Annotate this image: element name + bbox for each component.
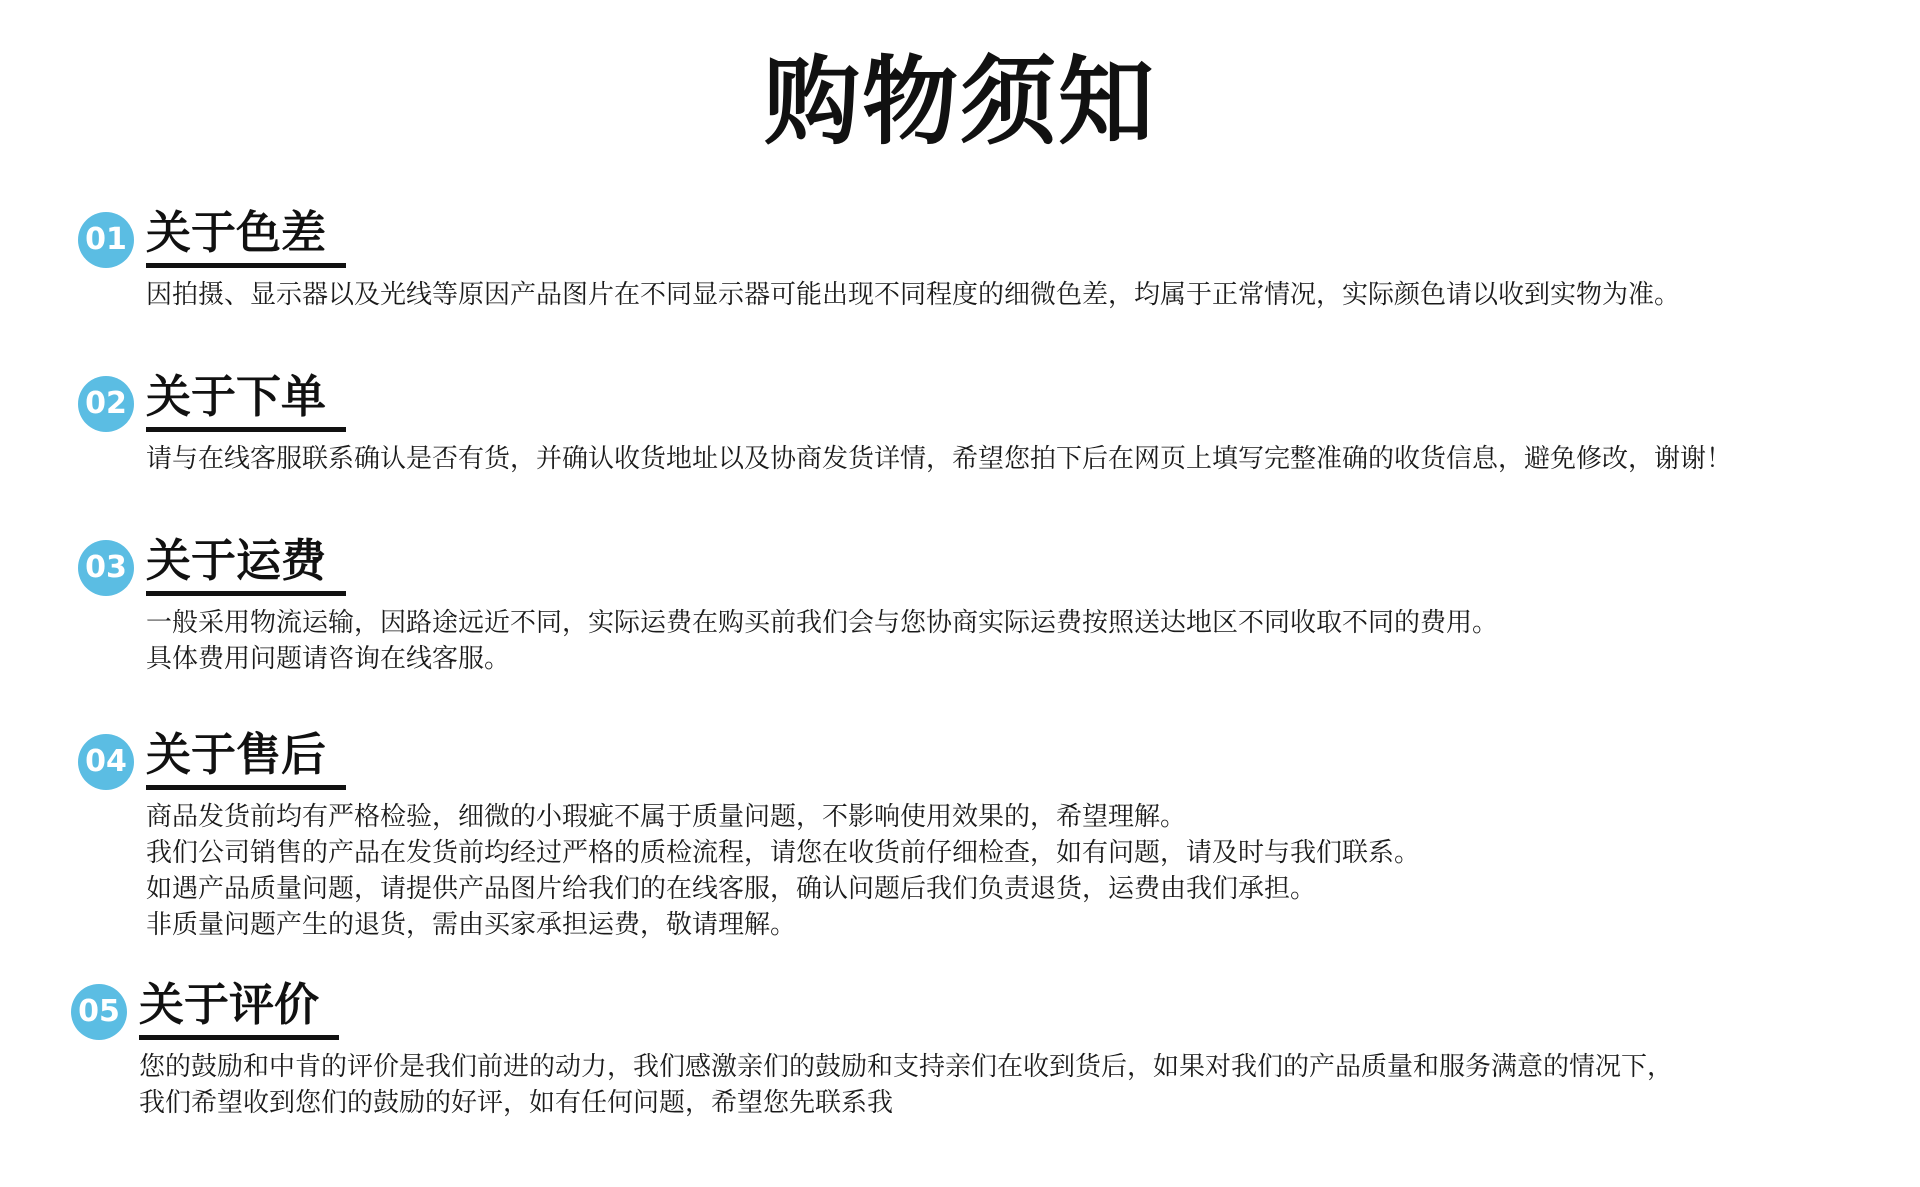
section-heading: 关于运费 xyxy=(146,534,327,587)
section-heading: 关于色差 xyxy=(146,206,327,259)
section-body xyxy=(146,277,1680,313)
body-line: 商品发货前均有严格检验，细微的小瑕疵不属于质量问题，不影响使用效果的，希望理解。 xyxy=(146,802,1187,832)
section-heading: 关于下单 xyxy=(146,370,327,423)
section-body xyxy=(146,799,1420,943)
body-line: 具体费用问题请咨询在线客服。 xyxy=(146,644,511,674)
body-line: 如遇产品质量问题，请提供产品图片给我们的在线客服，确认问题后我们负责退货，运费由我们承担。 xyxy=(146,874,1317,904)
section-number-badge: 03 xyxy=(78,540,134,596)
heading-underline xyxy=(146,785,346,790)
section-number-badge: 01 xyxy=(78,212,134,268)
page-title: 购物须知 xyxy=(764,46,1156,158)
section-number-badge: 02 xyxy=(78,376,134,432)
heading-underline xyxy=(139,1035,339,1040)
body-line: 一般采用物流运输，因路途远近不同，实际运费在购买前我们会与您协商实际运费按照送达地区不同收取不同的费用。 xyxy=(146,608,1499,638)
body-line: 您的鼓励和中肯的评价是我们前进的动力，我们感激亲们的鼓励和支持亲们在收到货后，如果对我们的产品质量和服务满意的情况下， xyxy=(139,1052,1674,1082)
body-line: 请与在线客服联系确认是否有货，并确认收货地址以及协商发货详情，希望您拍下后在网页上填写完整准确的收货信息，避免修改，谢谢！ xyxy=(146,444,1733,474)
section-body xyxy=(139,1049,1673,1121)
heading-underline xyxy=(146,427,346,432)
body-line: 非质量问题产生的退货，需由买家承担运费，敬请理解。 xyxy=(146,910,797,940)
body-line: 我们公司销售的产品在发货前均经过严格的质检流程，请您在收货前仔细检查，如有问题，请及时与我们联系。 xyxy=(146,838,1421,868)
section-heading: 关于评价 xyxy=(139,978,320,1031)
section-body xyxy=(146,605,1498,677)
heading-underline xyxy=(146,263,346,268)
heading-underline xyxy=(146,591,346,596)
section-number-badge: 05 xyxy=(71,984,127,1040)
section-number-badge: 04 xyxy=(78,734,134,790)
section-heading: 关于售后 xyxy=(146,728,327,781)
section-body xyxy=(146,441,1732,477)
body-line: 因拍摄、显示器以及光线等原因产品图片在不同显示器可能出现不同程度的细微色差，均属于正常情况，实际颜色请以收到实物为准。 xyxy=(146,280,1681,310)
body-line: 我们希望收到您们的鼓励的好评，如有任何问题，希望您先联系我 xyxy=(139,1088,894,1118)
